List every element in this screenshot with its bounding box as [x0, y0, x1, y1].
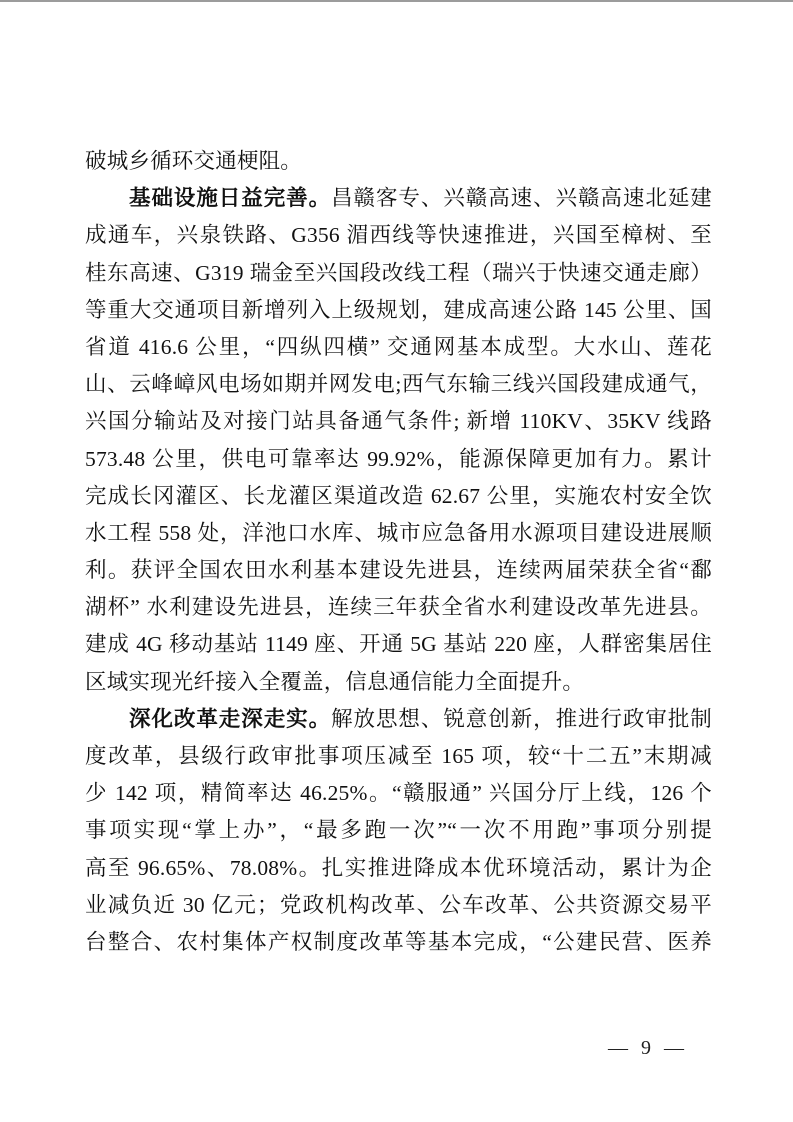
line-text: 建成 4G 移动基站 1149 座、开通 5G 基站 220 座，人群密集居住	[85, 632, 712, 657]
line-text: 573.48 公里，供电可靠率达 99.92%，能源保障更加有力。累计	[85, 446, 712, 471]
line-text: 成通车，兴泉铁路、G356 湄西线等快速推进，兴国至樟树、至	[85, 223, 712, 248]
line-text: 事项实现“掌上办”，“最多跑一次”“一次不用跑”事项分别提	[85, 818, 712, 843]
text-line-1	[85, 143, 712, 180]
section-heading-reform: 深化改革走深走实。	[129, 706, 332, 731]
text-line-6	[85, 329, 712, 366]
line-text: 台整合、农村集体产权制度改革等基本完成，“公建民营、医养	[85, 929, 712, 954]
text-line-9	[85, 441, 712, 478]
text-line-2	[85, 180, 712, 217]
line-text: 山、云峰嶂风电场如期并网发电;西气东输三线兴国段建成通气，	[85, 372, 712, 397]
text-line-10	[85, 478, 712, 515]
text-line-11	[85, 515, 712, 552]
line-text: 湖杯” 水利建设先进县，连续三年获全省水利建设改革先进县。	[85, 595, 712, 620]
body-text-block	[85, 143, 712, 961]
text-line-16	[85, 701, 712, 738]
page-number: — 9 —	[608, 1037, 685, 1059]
page-top-edge	[0, 0, 793, 2]
line-text: 完成长冈灌区、长龙灌区渠道改造 62.67 公里，实施农村安全饮	[85, 483, 712, 508]
text-line-7	[85, 366, 712, 403]
text-line-15	[85, 664, 712, 701]
line-text: 高至 96.65%、78.08%。扎实推进降成本优环境活动，累计为企	[85, 855, 712, 880]
line-text: 昌赣客专、兴赣高速、兴赣高速北延建	[331, 186, 712, 211]
line-text: 等重大交通项目新增列入上级规划，建成高速公路 145 公里、国	[85, 297, 712, 322]
line-text: 破城乡循环交通梗阻。	[85, 149, 303, 173]
text-line-18	[85, 775, 712, 812]
text-line-13	[85, 589, 712, 626]
text-line-14	[85, 626, 712, 663]
text-line-17	[85, 738, 712, 775]
line-text: 度改革，县级行政审批事项压减至 165 项，较“十二五”末期减	[85, 744, 712, 768]
line-text: 兴国分输站及对接门站具备通气条件; 新增 110KV、35KV 线路	[85, 409, 712, 434]
line-text: 少 142 项，精简率达 46.25%。“赣服通” 兴国分厅上线，126 个	[85, 781, 712, 806]
line-text: 桂东高速、G319 瑞金至兴国段改线工程（瑞兴于快速交通走廊）	[85, 260, 712, 285]
line-text: 水工程 558 处，洋池口水库、城市应急备用水源项目建设进展顺	[85, 520, 712, 545]
text-line-20	[85, 850, 712, 887]
text-line-8	[85, 403, 712, 440]
text-line-12	[85, 552, 712, 589]
line-text: 解放思想、锐意创新，推进行政审批制	[331, 706, 712, 731]
text-line-4	[85, 255, 712, 292]
text-line-22	[85, 924, 712, 961]
section-heading-infrastructure: 基础设施日益完善。	[129, 186, 332, 211]
text-line-5	[85, 292, 712, 329]
line-text: 区域实现光纤接入全覆盖，信息通信能力全面提升。	[85, 669, 585, 694]
line-text: 省道 416.6 公里，“四纵四横” 交通网基本成型。大水山、莲花	[85, 334, 712, 359]
text-line-19	[85, 812, 712, 849]
text-line-21	[85, 887, 712, 924]
text-line-3	[85, 217, 712, 254]
line-text: 业减负近 30 亿元；党政机构改革、公车改革、公共资源交易平	[85, 892, 712, 917]
line-text: 利。获评全国农田水利基本建设先进县，连续两届荣获全省“鄱	[85, 558, 712, 583]
